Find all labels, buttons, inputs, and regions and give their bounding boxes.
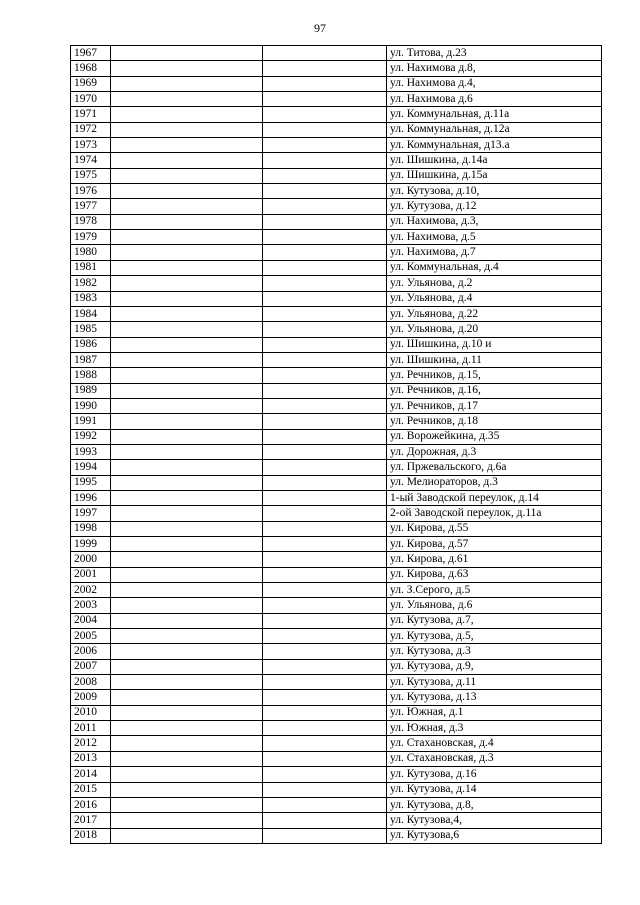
address-cell: ул. Ульянова, д.20 — [387, 322, 602, 337]
table-row — [71, 475, 602, 490]
empty-cell — [263, 444, 387, 459]
table-row — [71, 444, 602, 459]
empty-cell — [111, 613, 263, 628]
empty-cell — [263, 322, 387, 337]
row-number-cell: 2006 — [71, 644, 111, 659]
table-row — [71, 138, 602, 153]
row-number-cell: 2018 — [71, 828, 111, 843]
empty-cell — [263, 306, 387, 321]
empty-cell — [111, 506, 263, 521]
empty-cell — [263, 414, 387, 429]
empty-cell — [263, 291, 387, 306]
empty-cell — [111, 583, 263, 598]
empty-cell — [111, 490, 263, 505]
address-cell: ул. Ворожейкина, д.35 — [387, 429, 602, 444]
address-cell: ул. Пржевальского, д.6а — [387, 460, 602, 475]
row-number-cell: 2008 — [71, 675, 111, 690]
address-cell: ул. Стахановская, д.3 — [387, 751, 602, 766]
row-number-cell: 1975 — [71, 168, 111, 183]
empty-cell — [263, 567, 387, 582]
address-cell: ул. Коммунальная, д.12а — [387, 122, 602, 137]
row-number-cell: 1993 — [71, 444, 111, 459]
address-cell: ул. Кирова, д.57 — [387, 537, 602, 552]
table-row — [71, 429, 602, 444]
table-row — [71, 782, 602, 797]
empty-cell — [111, 291, 263, 306]
row-number-cell: 1983 — [71, 291, 111, 306]
address-cell: ул. Ульянова, д.6 — [387, 598, 602, 613]
empty-cell — [111, 721, 263, 736]
address-cell: ул. Шишкина, д.10 и — [387, 337, 602, 352]
empty-cell — [263, 506, 387, 521]
table-row — [71, 552, 602, 567]
empty-cell — [111, 352, 263, 367]
address-cell: ул. Кутузова, д.8, — [387, 797, 602, 812]
empty-cell — [111, 736, 263, 751]
empty-cell — [111, 76, 263, 91]
address-cell: ул. Коммунальная, д.4 — [387, 260, 602, 275]
address-cell: ул. Нахимова д.6 — [387, 92, 602, 107]
address-cell: ул. Кирова, д.55 — [387, 521, 602, 536]
empty-cell — [111, 690, 263, 705]
empty-cell — [263, 598, 387, 613]
table-row — [71, 260, 602, 275]
address-cell: ул. Кутузова,6 — [387, 828, 602, 843]
row-number-cell: 1987 — [71, 352, 111, 367]
empty-cell — [111, 629, 263, 644]
address-cell: ул. Нахимова, д.5 — [387, 230, 602, 245]
table-row — [71, 813, 602, 828]
table-row — [71, 230, 602, 245]
address-cell: ул. Ульянова, д.2 — [387, 276, 602, 291]
empty-cell — [263, 122, 387, 137]
row-number-cell: 2011 — [71, 721, 111, 736]
empty-cell — [263, 429, 387, 444]
empty-cell — [111, 675, 263, 690]
table-row — [71, 291, 602, 306]
table-row — [71, 322, 602, 337]
empty-cell — [263, 352, 387, 367]
empty-cell — [263, 583, 387, 598]
page-number: 97 — [314, 21, 326, 35]
row-number-cell: 2010 — [71, 705, 111, 720]
table-body — [71, 46, 602, 844]
address-cell: ул. Стахановская, д.4 — [387, 736, 602, 751]
empty-cell — [263, 276, 387, 291]
row-number-cell: 1994 — [71, 460, 111, 475]
empty-cell — [263, 245, 387, 260]
table-row — [71, 828, 602, 843]
table-row — [71, 398, 602, 413]
empty-cell — [111, 214, 263, 229]
empty-cell — [263, 644, 387, 659]
empty-cell — [263, 690, 387, 705]
row-number-cell: 1973 — [71, 138, 111, 153]
empty-cell — [111, 644, 263, 659]
address-cell: ул. Титова, д.23 — [387, 46, 602, 61]
empty-cell — [263, 797, 387, 812]
row-number-cell: 1971 — [71, 107, 111, 122]
address-cell: ул. Нахимова, д.3, — [387, 214, 602, 229]
row-number-cell: 1986 — [71, 337, 111, 352]
table-row — [71, 583, 602, 598]
empty-cell — [263, 705, 387, 720]
empty-cell — [263, 230, 387, 245]
empty-cell — [263, 398, 387, 413]
row-number-cell: 2016 — [71, 797, 111, 812]
table-row — [71, 92, 602, 107]
address-cell: ул. Кутузова, д.7, — [387, 613, 602, 628]
row-number-cell: 2004 — [71, 613, 111, 628]
row-number-cell: 2009 — [71, 690, 111, 705]
table-row — [71, 613, 602, 628]
empty-cell — [111, 383, 263, 398]
address-cell: ул. Речников, д.17 — [387, 398, 602, 413]
table-row — [71, 214, 602, 229]
address-cell: ул. Коммунальная, д.11а — [387, 107, 602, 122]
empty-cell — [263, 490, 387, 505]
table-row — [71, 736, 602, 751]
row-number-cell: 2000 — [71, 552, 111, 567]
address-cell: ул. Нахимова д.4, — [387, 76, 602, 91]
empty-cell — [111, 813, 263, 828]
empty-cell — [263, 629, 387, 644]
address-cell: ул. Кутузова, д.16 — [387, 767, 602, 782]
address-cell: ул. Кутузова, д.12 — [387, 199, 602, 214]
empty-cell — [263, 552, 387, 567]
table-row — [71, 751, 602, 766]
empty-cell — [111, 659, 263, 674]
row-number-cell: 2012 — [71, 736, 111, 751]
table-row — [71, 276, 602, 291]
row-number-cell: 2005 — [71, 629, 111, 644]
table-row — [71, 659, 602, 674]
empty-cell — [263, 460, 387, 475]
address-cell: ул. Ульянова, д.4 — [387, 291, 602, 306]
address-cell: ул. Коммунальная, д13.а — [387, 138, 602, 153]
empty-cell — [263, 61, 387, 76]
table-row — [71, 337, 602, 352]
address-cell: ул. Нахимова д.8, — [387, 61, 602, 76]
empty-cell — [263, 736, 387, 751]
empty-cell — [111, 46, 263, 61]
address-cell: ул. Кутузова, д.5, — [387, 629, 602, 644]
address-cell: ул. Ульянова, д.22 — [387, 306, 602, 321]
table-row — [71, 61, 602, 76]
row-number-cell: 1970 — [71, 92, 111, 107]
address-cell: ул. Кутузова, д.14 — [387, 782, 602, 797]
row-number-cell: 2007 — [71, 659, 111, 674]
address-cell: ул. Шишкина, д.14а — [387, 153, 602, 168]
table-row — [71, 567, 602, 582]
row-number-cell: 1999 — [71, 537, 111, 552]
empty-cell — [263, 751, 387, 766]
empty-cell — [263, 613, 387, 628]
empty-cell — [263, 383, 387, 398]
empty-cell — [111, 460, 263, 475]
empty-cell — [263, 214, 387, 229]
row-number-cell: 1997 — [71, 506, 111, 521]
empty-cell — [111, 107, 263, 122]
row-number-cell: 1967 — [71, 46, 111, 61]
row-number-cell: 1988 — [71, 368, 111, 383]
empty-cell — [263, 184, 387, 199]
row-number-cell: 2003 — [71, 598, 111, 613]
table-row — [71, 629, 602, 644]
table-row — [71, 352, 602, 367]
row-number-cell: 1980 — [71, 245, 111, 260]
empty-cell — [263, 782, 387, 797]
table-row — [71, 122, 602, 137]
table-row — [71, 306, 602, 321]
address-cell: ул. Кутузова, д.9, — [387, 659, 602, 674]
empty-cell — [111, 184, 263, 199]
row-number-cell: 2014 — [71, 767, 111, 782]
address-cell: ул. Кутузова,4, — [387, 813, 602, 828]
address-cell: ул. Южная, д.3 — [387, 721, 602, 736]
table-row — [71, 245, 602, 260]
table-row — [71, 383, 602, 398]
empty-cell — [263, 368, 387, 383]
table-row — [71, 506, 602, 521]
table-row — [71, 690, 602, 705]
empty-cell — [111, 552, 263, 567]
row-number-cell: 2002 — [71, 583, 111, 598]
empty-cell — [263, 260, 387, 275]
empty-cell — [111, 797, 263, 812]
table-row — [71, 184, 602, 199]
empty-cell — [263, 138, 387, 153]
empty-cell — [111, 475, 263, 490]
table-row — [71, 107, 602, 122]
row-number-cell: 1976 — [71, 184, 111, 199]
empty-cell — [111, 567, 263, 582]
row-number-cell: 2013 — [71, 751, 111, 766]
empty-cell — [263, 767, 387, 782]
table-row — [71, 767, 602, 782]
empty-cell — [111, 199, 263, 214]
row-number-cell: 1998 — [71, 521, 111, 536]
table-row — [71, 46, 602, 61]
address-cell: ул. З.Серого, д.5 — [387, 583, 602, 598]
row-number-cell: 2001 — [71, 567, 111, 582]
empty-cell — [263, 92, 387, 107]
table-row — [71, 490, 602, 505]
empty-cell — [111, 598, 263, 613]
row-number-cell: 1996 — [71, 490, 111, 505]
empty-cell — [263, 107, 387, 122]
row-number-cell: 1995 — [71, 475, 111, 490]
empty-cell — [263, 675, 387, 690]
address-cell: ул. Речников, д.18 — [387, 414, 602, 429]
row-number-cell: 1989 — [71, 383, 111, 398]
address-cell: ул. Дорожная, д.3 — [387, 444, 602, 459]
table-row — [71, 537, 602, 552]
address-cell: ул. Кутузова, д.10, — [387, 184, 602, 199]
row-number-cell: 1972 — [71, 122, 111, 137]
empty-cell — [263, 153, 387, 168]
address-cell: ул. Кутузова, д.11 — [387, 675, 602, 690]
empty-cell — [263, 475, 387, 490]
empty-cell — [111, 245, 263, 260]
address-cell: ул. Речников, д.16, — [387, 383, 602, 398]
address-cell: 1-ый Заводской переулок, д.14 — [387, 490, 602, 505]
table-row — [71, 705, 602, 720]
empty-cell — [263, 168, 387, 183]
address-cell: ул. Шишкина, д.15а — [387, 168, 602, 183]
empty-cell — [111, 751, 263, 766]
empty-cell — [263, 76, 387, 91]
table-row — [71, 460, 602, 475]
row-number-cell: 1981 — [71, 260, 111, 275]
address-cell: ул. Кутузова, д.13 — [387, 690, 602, 705]
row-number-cell: 1974 — [71, 153, 111, 168]
table-row — [71, 598, 602, 613]
row-number-cell: 1992 — [71, 429, 111, 444]
empty-cell — [111, 767, 263, 782]
empty-cell — [263, 46, 387, 61]
empty-cell — [111, 153, 263, 168]
table-row — [71, 675, 602, 690]
empty-cell — [111, 429, 263, 444]
row-number-cell: 1968 — [71, 61, 111, 76]
address-cell: ул. Кирова, д.63 — [387, 567, 602, 582]
empty-cell — [111, 230, 263, 245]
empty-cell — [111, 138, 263, 153]
table-row — [71, 797, 602, 812]
row-number-cell: 1990 — [71, 398, 111, 413]
table-row — [71, 168, 602, 183]
table-row — [71, 76, 602, 91]
empty-cell — [111, 92, 263, 107]
empty-cell — [263, 521, 387, 536]
empty-cell — [263, 199, 387, 214]
address-cell: 2-ой Заводской переулок, д.11а — [387, 506, 602, 521]
address-cell: ул. Южная, д.1 — [387, 705, 602, 720]
row-number-cell: 2015 — [71, 782, 111, 797]
empty-cell — [111, 322, 263, 337]
empty-cell — [263, 828, 387, 843]
row-number-cell: 1984 — [71, 306, 111, 321]
empty-cell — [111, 168, 263, 183]
empty-cell — [263, 537, 387, 552]
empty-cell — [111, 337, 263, 352]
table-row — [71, 414, 602, 429]
row-number-cell: 1979 — [71, 230, 111, 245]
address-cell: ул. Нахимова, д.7 — [387, 245, 602, 260]
empty-cell — [111, 828, 263, 843]
table-row — [71, 721, 602, 736]
empty-cell — [263, 721, 387, 736]
empty-cell — [111, 414, 263, 429]
empty-cell — [263, 337, 387, 352]
address-cell: ул. Шишкина, д.11 — [387, 352, 602, 367]
address-cell: ул. Кирова, д.61 — [387, 552, 602, 567]
empty-cell — [263, 813, 387, 828]
empty-cell — [263, 659, 387, 674]
table-row — [71, 153, 602, 168]
empty-cell — [111, 444, 263, 459]
row-number-cell: 1978 — [71, 214, 111, 229]
empty-cell — [111, 61, 263, 76]
empty-cell — [111, 782, 263, 797]
empty-cell — [111, 260, 263, 275]
table-row — [71, 644, 602, 659]
row-number-cell: 1991 — [71, 414, 111, 429]
empty-cell — [111, 521, 263, 536]
empty-cell — [111, 537, 263, 552]
empty-cell — [111, 276, 263, 291]
row-number-cell: 1985 — [71, 322, 111, 337]
empty-cell — [111, 368, 263, 383]
empty-cell — [111, 306, 263, 321]
empty-cell — [111, 398, 263, 413]
address-table — [70, 45, 602, 844]
address-cell: ул. Мелиораторов, д.3 — [387, 475, 602, 490]
table-row — [71, 521, 602, 536]
row-number-cell: 1982 — [71, 276, 111, 291]
row-number-cell: 1969 — [71, 76, 111, 91]
row-number-cell: 1977 — [71, 199, 111, 214]
table-row — [71, 368, 602, 383]
empty-cell — [111, 122, 263, 137]
row-number-cell: 2017 — [71, 813, 111, 828]
address-cell: ул. Речников, д.15, — [387, 368, 602, 383]
table-row — [71, 199, 602, 214]
empty-cell — [111, 705, 263, 720]
address-cell: ул. Кутузова, д.3 — [387, 644, 602, 659]
